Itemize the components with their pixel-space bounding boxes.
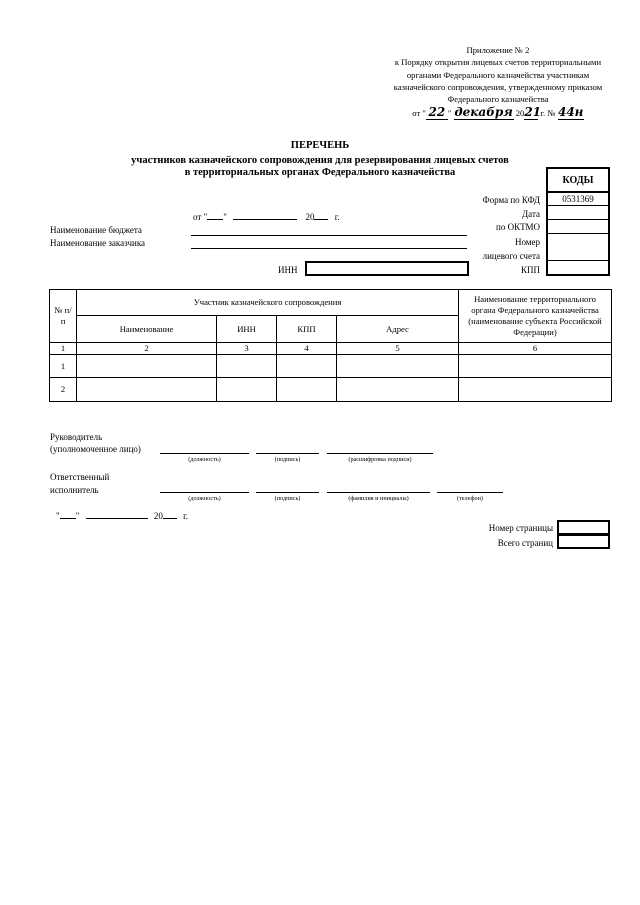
head-position-field[interactable] <box>160 453 249 454</box>
row-address[interactable] <box>337 355 459 378</box>
head-signature-field[interactable] <box>256 453 319 454</box>
sig-date-q2: " <box>75 511 80 521</box>
appendix-from: от <box>412 108 421 119</box>
table-row <box>50 378 612 402</box>
exec-position-field[interactable] <box>160 492 249 493</box>
col-address-header: Адрес <box>337 316 459 343</box>
col-num-6: 6 <box>459 343 612 355</box>
sig-date-year: 20 <box>153 511 163 521</box>
table-row <box>50 355 612 378</box>
exec-phone-field[interactable] <box>437 492 503 493</box>
row-no: 1 <box>50 355 77 378</box>
account-label-1: Номер <box>514 237 540 247</box>
header-date-year-field[interactable] <box>314 210 328 220</box>
customer-label: Наименование заказчика <box>50 238 146 248</box>
appendix-year-prefix: 20 <box>515 108 525 119</box>
appendix-block <box>388 44 608 120</box>
account-number-cell[interactable] <box>547 234 609 261</box>
head-label-1: Руководитель <box>50 432 103 442</box>
account-label-2: лицевого счета <box>482 251 540 261</box>
col-num-4: 4 <box>277 343 337 355</box>
head-decoding-field[interactable] <box>327 453 433 454</box>
inn-label: ИНН <box>278 265 298 275</box>
row-kpp[interactable] <box>277 378 337 402</box>
header-date-year: 20 <box>305 212 315 222</box>
row-name[interactable] <box>77 378 217 402</box>
row-inn[interactable] <box>217 378 277 402</box>
exec-position-caption: (должность) <box>188 495 221 502</box>
customer-field[interactable] <box>191 248 467 249</box>
budget-field[interactable] <box>191 235 467 236</box>
kfd-value: 0531369 <box>547 192 609 206</box>
oktmo-label: по ОКТМО <box>496 222 540 232</box>
row-address[interactable] <box>337 378 459 402</box>
col-name-header: Наименование <box>77 316 217 343</box>
col-inn-header: ИНН <box>217 316 277 343</box>
page-number-label: Номер страницы <box>488 523 553 533</box>
title-line-2: участников казначейского сопровождения для резервирования лицевых счетов <box>131 154 509 166</box>
signature-date <box>56 509 188 521</box>
head-position-caption: (должность) <box>188 456 221 463</box>
kfd-label: Форма по КФД <box>482 195 540 205</box>
head-signature-caption: (подпись) <box>274 456 301 463</box>
appendix-order-date: от " 22 " декабря 2021 г. № 44н <box>412 105 584 120</box>
exec-signature-caption: (подпись) <box>274 495 301 502</box>
col-kpp-header: КПП <box>277 316 337 343</box>
row-no: 2 <box>50 378 77 402</box>
exec-fio-field[interactable] <box>327 492 430 493</box>
total-pages-field[interactable] <box>557 534 610 549</box>
appendix-line-1: Приложение № 2 <box>466 45 530 55</box>
row-inn[interactable] <box>217 355 277 378</box>
codes-table <box>546 167 610 276</box>
participants-table <box>49 289 612 402</box>
date-code-cell[interactable] <box>547 206 609 220</box>
row-organ[interactable] <box>459 355 612 378</box>
total-pages-label: Всего страниц <box>497 538 553 548</box>
sig-date-q1: " <box>56 511 60 521</box>
col-num-1: 1 <box>50 343 77 355</box>
header-date-quote: " <box>223 212 227 222</box>
oktmo-code-cell[interactable] <box>547 220 609 234</box>
appendix-month: декабря <box>454 105 513 120</box>
title-line-1: ПЕРЕЧЕНЬ <box>290 140 350 151</box>
header-date-day[interactable] <box>207 210 223 220</box>
appendix-line-3: органами Федерального казначейства участникам <box>406 69 590 80</box>
col-num-2: 2 <box>77 343 217 355</box>
row-name[interactable] <box>77 355 217 378</box>
exec-fio-caption: (фамилия и инициалы) <box>348 495 409 502</box>
col-no-header: № п/п <box>50 290 77 343</box>
page-number-field[interactable] <box>557 520 610 535</box>
exec-signature-field[interactable] <box>256 492 319 493</box>
header-date-from: от " <box>193 212 208 222</box>
sig-date-month[interactable] <box>86 509 148 519</box>
header-date-g: г. <box>334 212 340 222</box>
exec-label-2: исполнитель <box>50 485 99 495</box>
appendix-line-4: казначейского сопровождения, утвержденному приказом <box>393 81 603 92</box>
date-label: Дата <box>522 209 540 219</box>
col-num-5: 5 <box>337 343 459 355</box>
exec-label-1: Ответственный <box>50 472 110 482</box>
appendix-line-2: к Порядку открытия лицевых счетов территориальными <box>394 57 602 68</box>
head-label-2: (уполномоченное лицо) <box>50 444 141 454</box>
appendix-day: 22 <box>426 106 448 119</box>
appendix-year-suffix: 21 <box>524 105 542 120</box>
appendix-year-g: г. № <box>540 108 556 119</box>
row-organ[interactable] <box>459 378 612 402</box>
kpp-label: КПП <box>520 265 540 275</box>
head-decoding-caption: (расшифровка подписи) <box>348 456 412 463</box>
document-title <box>0 140 640 180</box>
sig-date-year-field[interactable] <box>163 509 177 519</box>
appendix-line-5: Федерального казначейства <box>447 94 549 105</box>
codes-header: КОДЫ <box>547 168 609 192</box>
participant-header: Участник казначейского сопровождения <box>77 290 459 316</box>
header-date <box>193 210 340 222</box>
row-kpp[interactable] <box>277 355 337 378</box>
sig-date-g: г. <box>183 511 189 521</box>
col-num-3: 3 <box>217 343 277 355</box>
inn-field[interactable] <box>305 261 469 276</box>
kpp-code-cell[interactable] <box>547 261 609 276</box>
col-organ-header: Наименование территориального органа Федерального казначейства (наименование субъекта Российской Федерации) <box>459 290 612 343</box>
exec-phone-caption: (телефон) <box>457 495 483 502</box>
title-line-3: в территориальных органах Федерального казначейства <box>184 167 456 178</box>
appendix-number: 44н <box>557 105 584 120</box>
header-date-month[interactable] <box>233 210 297 220</box>
sig-date-day[interactable] <box>60 509 76 519</box>
budget-label: Наименование бюджета <box>50 225 142 235</box>
